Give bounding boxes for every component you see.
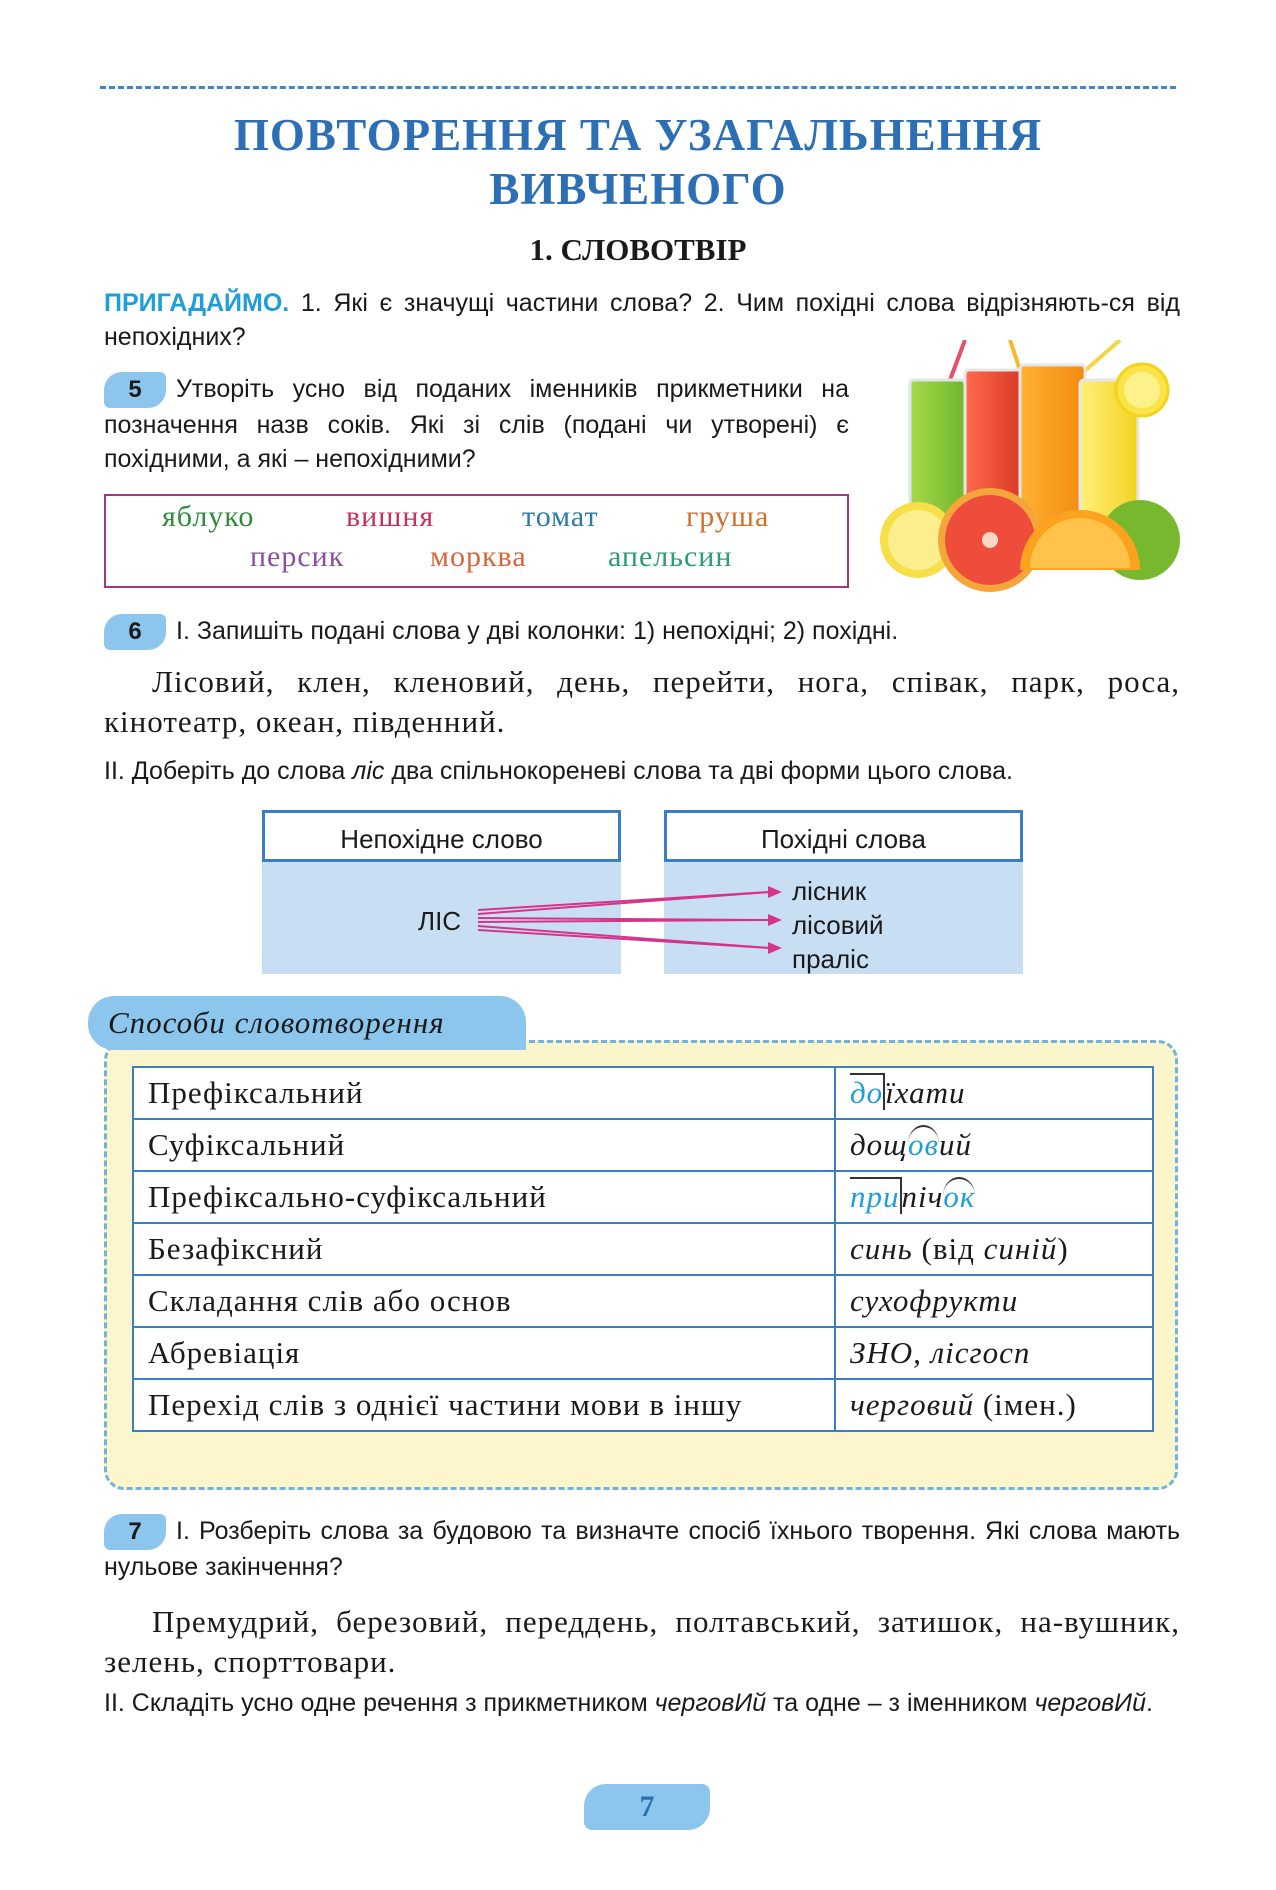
example-note-end: ) [1057,1231,1069,1266]
scheme-derived-list [792,874,884,976]
table-row [133,1119,1153,1171]
method-example: ЗНО, лісгосп [835,1327,1153,1379]
page-number: 7 [584,1784,710,1830]
remind-text: 1. Які є значущі частини слова? 2. Чим похідні слова відрізняють-ся від непохідних? [104,289,1180,351]
method-name: Абревіація [133,1327,835,1379]
derived-word: праліс [792,944,869,974]
methods-title: Способи словотворення [88,996,526,1050]
derived-word: лісник [792,876,867,906]
exercise-6-part2 [104,754,1180,788]
example-word: черговий [850,1387,975,1422]
word-orange: апельсин [608,540,733,573]
scheme-arrows [470,870,790,970]
exercise-6-badge: 6 [104,614,166,650]
example-prefix: до [850,1075,884,1110]
method-example [835,1119,1153,1171]
exercise-7-task [104,1514,1180,1584]
method-name: Суфіксальний [133,1119,835,1171]
juice-words-box [104,494,849,588]
table-row [133,1275,1153,1327]
method-example [835,1223,1153,1275]
method-example: сухофрукти [835,1275,1153,1327]
title-line-2: ВИВЧЕНОГО [489,164,787,214]
exercise-5-task [104,372,849,476]
scheme-right-header: Похідні слова [664,810,1023,862]
example-suffix: ок [943,1179,976,1214]
exercise-7-words: Премудрий, березовий, переддень, полтавський, затишок, на-вушник, зелень, спорттовари. [104,1604,1180,1679]
method-example [835,1067,1153,1119]
example-note: (від [912,1231,984,1266]
word-peach: персик [250,540,345,573]
page-title [100,108,1176,216]
example-source: синій [983,1231,1058,1266]
exercise-7-noun: черговИй [1034,1689,1146,1717]
table-row [133,1171,1153,1223]
exercise-7-part2-before: ІІ. Складіть усно одне речення з прикметником [104,1689,655,1717]
juice-glasses-illustration [870,340,1185,595]
exercise-7-part2-mid: та одне – з іменником [766,1689,1035,1717]
scheme-left-header: Непохідне слово [262,810,621,862]
method-name: Перехід слів з однієї частини мови в іншу [133,1379,835,1431]
exercise-7-adjective: черговИй [654,1689,767,1717]
word-apple: яблуко [162,500,255,533]
exercise-7-badge: 7 [104,1514,166,1550]
title-line-1: ПОВТОРЕННЯ ТА УЗАГАЛЬНЕННЯ [233,110,1043,160]
remind-keyword: ПРИГАДАЙМО. [104,289,290,317]
table-row [133,1327,1153,1379]
method-name: Безафіксний [133,1223,835,1275]
method-name: Префіксальний [133,1067,835,1119]
scheme-base-word: ЛІС [418,906,462,936]
method-example [835,1379,1153,1431]
word-carrot: морква [430,540,527,573]
top-divider [100,86,1176,89]
exercise-6-part2-italic: ліс [352,757,385,785]
exercise-7-part2-end: . [1145,1689,1153,1717]
method-name: Складання слів або основ [133,1275,835,1327]
methods-table [132,1066,1154,1432]
example-word: синь [850,1231,913,1266]
method-example [835,1171,1153,1223]
word-cherry: вишня [346,500,435,533]
example-root: дощ [850,1127,908,1162]
word-pear: груша [686,500,770,533]
exercise-6-words: Лісовий, клен, кленовий, день, перейти, нога, співак, парк, роса, кінотеатр, океан, південний. [104,664,1180,739]
method-name: Префіксально-суфіксальний [133,1171,835,1223]
exercise-5-text: Утворіть усно від поданих іменників прикметники на позначення назв соків. Які зі слів (подані чи утворені) є похідними, а які – непохідними? [104,375,849,474]
exercise-5-badge: 5 [104,372,166,408]
section-title: 1. СЛОВОТВІР [529,232,747,267]
example-rest: їхати [885,1075,966,1110]
exercise-6-part1: І. Запишіть подані слова у дві колонки: 1) непохідні; 2) похідні. [176,617,899,645]
example-suffix: ов [907,1127,939,1162]
example-root: піч [901,1179,944,1214]
exercise-6-part2-after: два спільнокореневі слова та дві форми цього слова. [384,757,1013,785]
table-row [133,1067,1153,1119]
exercise-6-task [104,614,1180,650]
example-rest: ий [938,1127,972,1162]
table-row [133,1223,1153,1275]
exercise-7-part1: І. Розберіть слова за будовою та визначте спосіб їхнього творення. Які слова мають нульове закінчення? [104,1517,1180,1582]
example-prefix: при [850,1179,900,1214]
word-tomato: томат [522,500,599,533]
derived-word: лісовий [792,910,884,940]
example-note: (імен.) [974,1387,1077,1422]
exercise-7-part2 [104,1686,1180,1720]
exercise-6-part2-before: ІІ. Доберіть до слова [104,757,353,785]
table-row [133,1379,1153,1431]
